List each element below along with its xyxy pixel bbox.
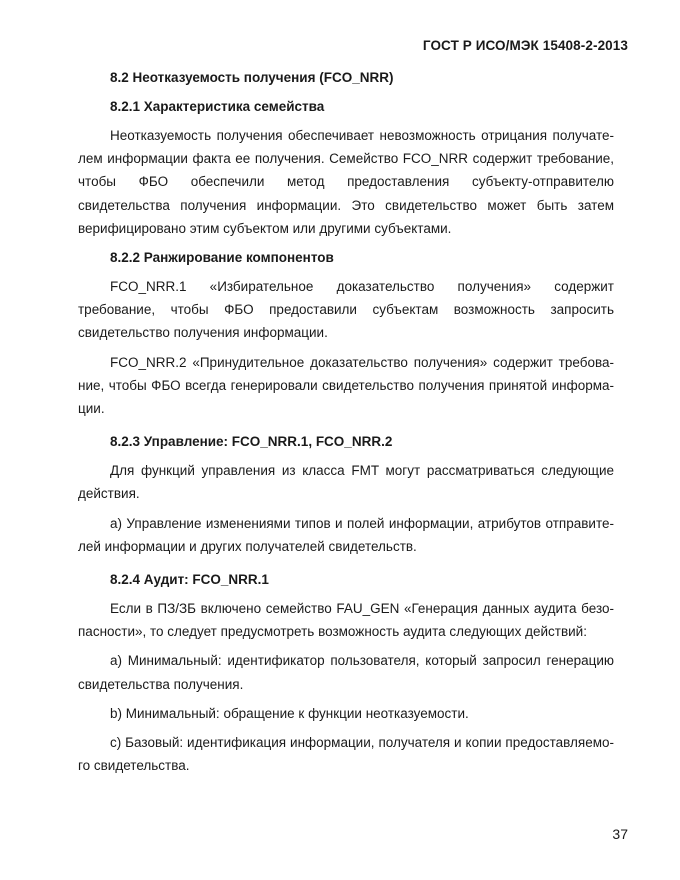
paragraph-management-intro: Для функций управления из класса FMT могут рассматриваться следующие действия. <box>78 463 614 502</box>
paragraph-audit-intro: Если в ПЗ/ЗБ включено семейство FAU_GEN «Генерация данных аудита безопасности», то следует предусмотреть возможность аудита следующих действий: <box>78 601 614 640</box>
paragraph-management-a: а) Управление изменениями типов и полей информации, атрибутов отправителей информации и других получателей свидетельств. <box>78 515 614 554</box>
section-heading-8-2-3: 8.2.3 Управление: FCO_NRR.1, FCO_NRR.2 <box>110 434 393 450</box>
page-content <box>78 66 614 783</box>
section-heading-8-2-2: 8.2.2 Ранжирование компонентов <box>110 250 334 266</box>
paragraph-nrr2: FCO_NRR.2 «Принудительное доказательство получения» содержит требование, чтобы ФБО всегда генерировали свидетельство получения принятой информации. <box>78 354 614 417</box>
paragraph-nrr1: FCO_NRR.1 «Избирательное доказательство получения» содержит требование, чтобы ФБО предоставили субъектам возможность запросить свидетельство получения информации. <box>78 279 614 341</box>
paragraph-family-characteristic: Неотказуемость получения обеспечивает невозможность отрицания получателем информации факта ее получения. Семейство FCO_NRR содержит требование, чтобы ФБО обеспечили метод предоставления субъекту-отправителю свидетельства получения информации. Это свидетельство может быть затем верифицировано этим субъектом или другими субъектами. <box>78 128 614 236</box>
section-heading-8-2-4: 8.2.4 Аудит: FCO_NRR.1 <box>110 572 269 588</box>
paragraph-audit-a: а) Минимальный: идентификатор пользователя, который запросил генерацию свидетельства получения. <box>78 653 614 692</box>
section-heading-8-2: 8.2 Неотказуемость получения (FCO_NRR) <box>110 70 394 85</box>
paragraph-audit-b: b) Минимальный: обращение к функции неотказуемости. <box>110 705 469 721</box>
document-id-header: ГОСТ Р ИСО/МЭК 15408-2-2013 <box>422 38 628 53</box>
page-number: 37 <box>612 826 628 842</box>
section-heading-8-2-1: 8.2.1 Характеристика семейства <box>110 99 325 114</box>
paragraph-audit-c: с) Базовый: идентификация информации, получателя и копии предоставляемого свидетельства. <box>78 735 614 774</box>
